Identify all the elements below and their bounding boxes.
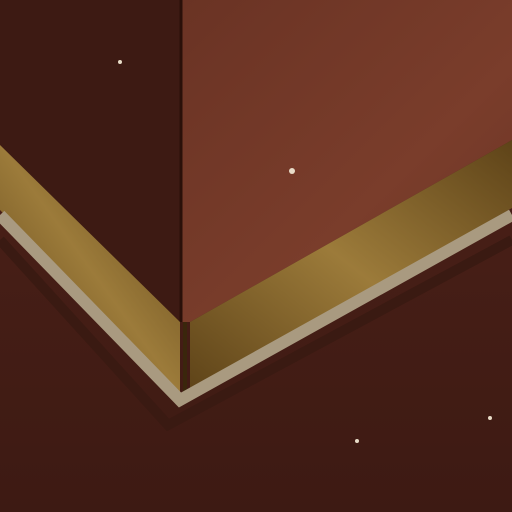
scuff-mark (289, 168, 295, 174)
scuff-mark (488, 416, 492, 420)
scuff-mark (355, 439, 359, 443)
scuff-mark (118, 60, 122, 64)
